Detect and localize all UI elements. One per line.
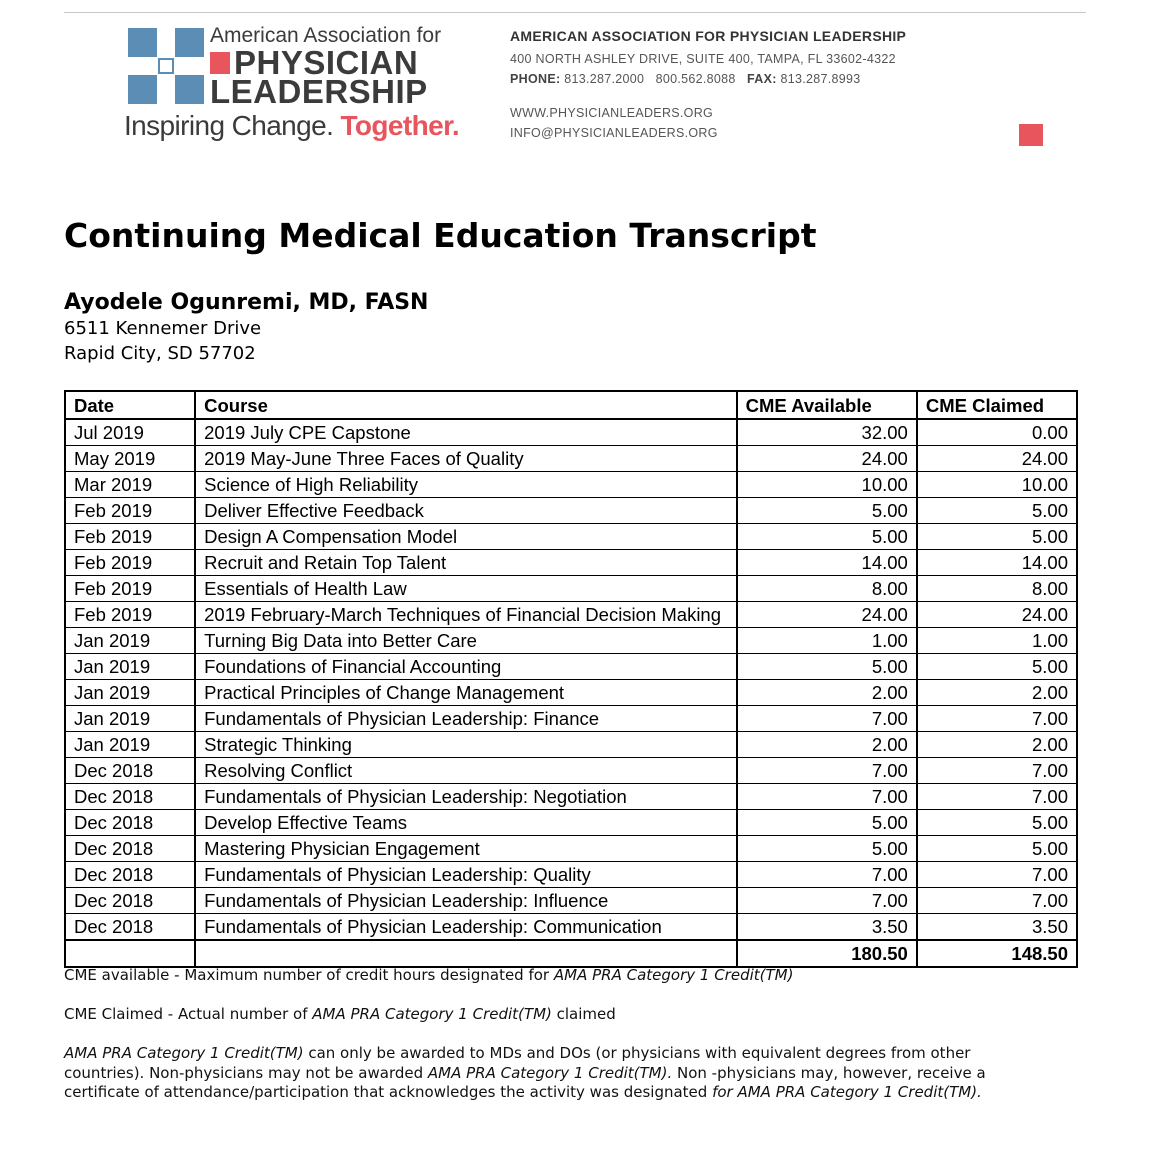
cell-cme-available: 2.00 [737,732,917,758]
cell-date: Feb 2019 [65,550,195,576]
cell-cme-claimed: 2.00 [917,732,1077,758]
column-header-cme-claimed: CME Claimed [917,391,1077,419]
footnote2-italic: AMA PRA Category 1 Credit(TM) [312,1005,552,1023]
cell-date: Jan 2019 [65,654,195,680]
cell-date: Feb 2019 [65,576,195,602]
fax-number: 813.287.8993 [780,72,861,86]
cell-cme-available: 7.00 [737,862,917,888]
table-total-row [65,940,1077,967]
cell-course: Fundamentals of Physician Leadership: Negotiation [195,784,737,810]
cell-date: Dec 2018 [65,810,195,836]
logo-red-square-icon [210,52,230,74]
footnote1-italic: AMA PRA Category 1 Credit(TM) [553,966,794,984]
cell-date: Jan 2019 [65,706,195,732]
total-cme-available: 180.50 [737,940,917,967]
cell-cme-available: 5.00 [737,498,917,524]
cell-cme-claimed: 14.00 [917,550,1077,576]
footnote-eligibility [64,1044,1054,1103]
cell-course: Fundamentals of Physician Leadership: Finance [195,706,737,732]
cell-course: Science of High Reliability [195,472,737,498]
footnote3-italic1: AMA PRA Category 1 Credit(TM) [64,1044,304,1062]
fax-label: FAX: [747,72,777,86]
cell-course: Fundamentals of Physician Leadership: Quality [195,862,737,888]
cell-course: Develop Effective Teams [195,810,737,836]
cell-cme-available: 5.00 [737,836,917,862]
table-header-row [65,391,1077,419]
cell-cme-claimed: 7.00 [917,888,1077,914]
table-row [65,602,1077,628]
recipient-street: 6511 Kennemer Drive [64,318,262,339]
cell-cme-available: 2.00 [737,680,917,706]
table-row [65,758,1077,784]
cell-date: Feb 2019 [65,498,195,524]
cell-cme-claimed: 5.00 [917,836,1077,862]
cell-date: Feb 2019 [65,602,195,628]
table-row [65,836,1077,862]
cell-course: Recruit and Retain Top Talent [195,550,737,576]
footnote3-text1: can only be awarded to MDs and DOs (or physicians with equivalent degrees from other countries). Non-physicians may not be awarded [64,1044,971,1082]
cell-date: Dec 2018 [65,862,195,888]
cell-cme-claimed: 0.00 [917,419,1077,446]
footnote2-text: CME Claimed - Actual number of [64,1005,313,1023]
cell-cme-available: 7.00 [737,758,917,784]
cme-transcript-table [64,390,1078,968]
cell-course: Practical Principles of Change Management [195,680,737,706]
cell-cme-available: 24.00 [737,602,917,628]
table-row [65,680,1077,706]
cell-cme-claimed: 7.00 [917,784,1077,810]
footnote3-italic3: for AMA PRA Category 1 Credit(TM). [712,1083,982,1101]
table-row [65,498,1077,524]
table-row [65,888,1077,914]
cell-cme-available: 7.00 [737,784,917,810]
cell-course: Design A Compensation Model [195,524,737,550]
phone-label: PHONE: [510,72,561,86]
org-email-link[interactable]: INFO@PHYSICIANLEADERS.ORG [510,126,718,140]
cell-course: Fundamentals of Physician Leadership: Influence [195,888,737,914]
table-row [65,654,1077,680]
cell-cme-claimed: 5.00 [917,524,1077,550]
logo-cross-icon [128,28,204,104]
cell-cme-available: 14.00 [737,550,917,576]
cell-course: Essentials of Health Law [195,576,737,602]
cell-course: 2019 February-March Techniques of Financial Decision Making [195,602,737,628]
column-header-date: Date [65,391,195,419]
cell-date: Mar 2019 [65,472,195,498]
cell-cme-available: 7.00 [737,706,917,732]
logo-text-line1: American Association for [210,24,442,47]
cell-date: Jan 2019 [65,628,195,654]
table-row [65,628,1077,654]
tagline-part1: Inspiring Change. [124,110,334,141]
cell-cme-available: 1.00 [737,628,917,654]
decorative-red-square [1019,124,1043,146]
cell-date: Jan 2019 [65,680,195,706]
cell-cme-claimed: 1.00 [917,628,1077,654]
cell-cme-claimed: 5.00 [917,498,1077,524]
cell-cme-available: 5.00 [737,810,917,836]
cell-date: Dec 2018 [65,784,195,810]
cell-cme-available: 24.00 [737,446,917,472]
cell-date: Jan 2019 [65,732,195,758]
cell-cme-claimed: 10.00 [917,472,1077,498]
footnote-cme-available [64,966,1054,986]
logo-physician-word: PHYSICIAN [234,44,419,81]
footnote-cme-claimed [64,1005,1054,1025]
total-cme-claimed: 148.50 [917,940,1077,967]
cell-cme-claimed: 7.00 [917,706,1077,732]
cell-cme-claimed: 24.00 [917,446,1077,472]
cell-cme-available: 8.00 [737,576,917,602]
org-phone-line [510,72,861,86]
cell-course: Turning Big Data into Better Care [195,628,737,654]
cell-cme-claimed: 3.50 [917,914,1077,941]
footnote3-text2: Non -physicians may, however, receive a certificate of attendance/participation that acknowledges the activity was designated [64,1063,986,1101]
cell-date: May 2019 [65,446,195,472]
cell-date: Jul 2019 [65,419,195,446]
cell-date: Feb 2019 [65,524,195,550]
table-row [65,784,1077,810]
cell-cme-available: 5.00 [737,654,917,680]
cell-cme-claimed: 7.00 [917,758,1077,784]
table-row [65,550,1077,576]
footnote2-suffix: claimed [551,1005,616,1023]
cell-cme-claimed: 5.00 [917,810,1077,836]
org-address: 400 NORTH ASHLEY DRIVE, SUITE 400, TAMPA, FL 33602-4322 [510,52,896,66]
table-row [65,472,1077,498]
cell-date: Dec 2018 [65,836,195,862]
logo-tagline [124,110,459,142]
table-row [65,419,1077,446]
recipient-name: Ayodele Ogunremi, MD, FASN [64,290,429,315]
cell-cme-claimed: 7.00 [917,862,1077,888]
column-header-cme-available: CME Available [737,391,917,419]
cell-cme-available: 5.00 [737,524,917,550]
cell-course: Deliver Effective Feedback [195,498,737,524]
logo-text-line3: LEADERSHIP [210,73,428,110]
cell-cme-claimed: 8.00 [917,576,1077,602]
cell-cme-available: 32.00 [737,419,917,446]
org-name: AMERICAN ASSOCIATION FOR PHYSICIAN LEADERSHIP [510,28,907,44]
cell-cme-claimed: 5.00 [917,654,1077,680]
footnote3-italic2: AMA PRA Category 1 Credit(TM). [427,1063,673,1082]
cell-course: Strategic Thinking [195,732,737,758]
cell-cme-available: 3.50 [737,914,917,941]
cell-course: 2019 May-June Three Faces of Quality [195,446,737,472]
footnote1-text: CME available - Maximum number of credit hours designated for [64,966,554,984]
phone-number-2: 800.562.8088 [655,72,736,86]
cell-cme-claimed: 24.00 [917,602,1077,628]
table-row [65,446,1077,472]
cell-date: Dec 2018 [65,914,195,941]
table-row [65,810,1077,836]
table-row [65,524,1077,550]
total-date-cell [65,940,195,967]
table-row [65,732,1077,758]
cell-date: Dec 2018 [65,888,195,914]
tagline-part2: Together. [340,110,460,141]
cell-cme-available: 7.00 [737,888,917,914]
table-row [65,914,1077,941]
cell-date: Dec 2018 [65,758,195,784]
recipient-city: Rapid City, SD 57702 [64,343,256,364]
table-row [65,576,1077,602]
phone-number: 813.287.2000 [564,72,645,86]
cell-course: 2019 July CPE Capstone [195,419,737,446]
total-course-cell [195,940,737,967]
top-divider [64,12,1086,13]
cell-cme-claimed: 2.00 [917,680,1077,706]
cell-course: Mastering Physician Engagement [195,836,737,862]
table-row [65,862,1077,888]
org-website-link[interactable]: WWW.PHYSICIANLEADERS.ORG [510,106,714,120]
page-title: Continuing Medical Education Transcript [64,216,817,255]
cell-course: Resolving Conflict [195,758,737,784]
cell-course: Fundamentals of Physician Leadership: Communication [195,914,737,941]
cell-course: Foundations of Financial Accounting [195,654,737,680]
table-body [65,419,1077,940]
column-header-course: Course [195,391,737,419]
table-row [65,706,1077,732]
cell-cme-available: 10.00 [737,472,917,498]
